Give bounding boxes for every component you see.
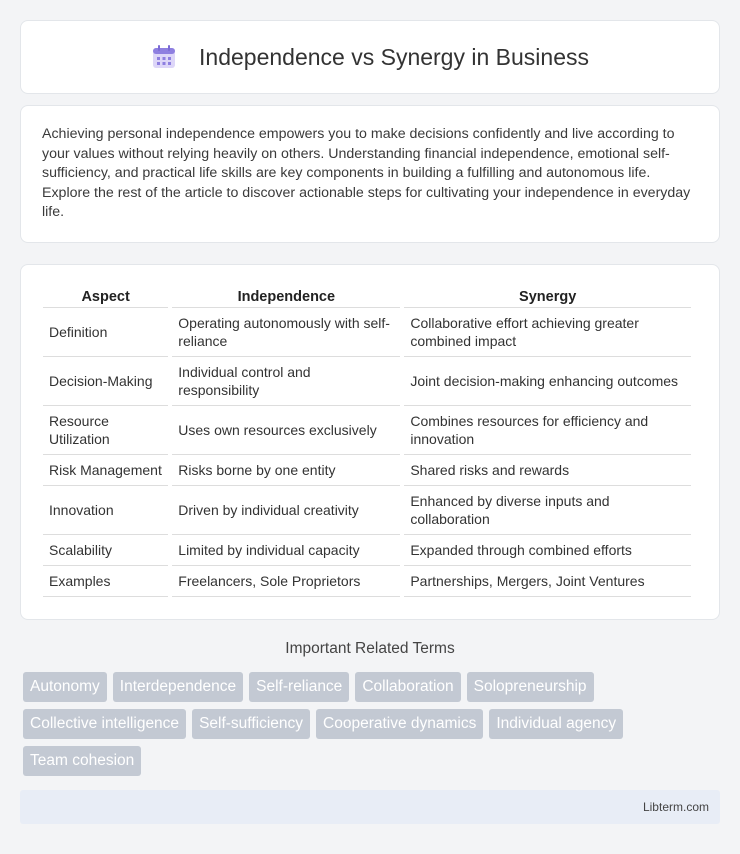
footer-site-link[interactable]: Libterm.com: [642, 800, 709, 814]
table-cell: Definition: [43, 308, 168, 357]
term-tag-collaboration[interactable]: Collaboration: [355, 672, 460, 702]
table-cell: Limited by individual capacity: [172, 535, 400, 566]
related-terms-list: [23, 672, 723, 783]
page-title: Independence vs Synergy in Business: [199, 43, 589, 70]
table-row: [43, 357, 691, 406]
table-row: [43, 535, 691, 566]
table-row: [43, 455, 691, 486]
table-cell: Risks borne by one entity: [172, 455, 400, 486]
table-cell: Resource Utilization: [43, 406, 168, 455]
term-tag-self-reliance[interactable]: Self-reliance: [249, 672, 349, 702]
table-cell: Shared risks and rewards: [404, 455, 691, 486]
column-header-independence: Independence: [172, 285, 400, 308]
table-cell: Enhanced by diverse inputs and collaboration: [404, 486, 691, 535]
intro-text: Achieving personal independence empowers you to make decisions confidently and live according to your values without relying heavily on others. Understanding financial independence, emotional self-sufficiency, and practical life skills are key components in building a fulfilling and autonomous life. Explore the rest of the article to discover actionable steps for cultivating your independence in everyday life.: [42, 126, 691, 220]
header-card: [20, 20, 720, 94]
table-cell: Uses own resources exclusively: [172, 406, 400, 455]
table-cell: Risk Management: [43, 455, 168, 486]
table-cell: Scalability: [43, 535, 168, 566]
table-row: [43, 308, 691, 357]
term-tag-self-sufficiency[interactable]: Self-sufficiency: [192, 709, 310, 739]
table-cell: Collaborative effort achieving greater combined impact: [404, 308, 691, 357]
column-header-synergy: Synergy: [404, 285, 691, 308]
table-cell: Innovation: [43, 486, 168, 535]
table-header-row: [43, 285, 691, 308]
table-cell: Partnerships, Mergers, Joint Ventures: [404, 566, 691, 597]
table-cell: Individual control and responsibility: [172, 357, 400, 406]
related-terms-title: Important Related Terms: [285, 640, 455, 657]
term-tag-interdependence[interactable]: Interdependence: [113, 672, 243, 702]
table-row: [43, 566, 691, 597]
table-cell: Operating autonomously with self-reliance: [172, 308, 400, 357]
table-cell: Decision-Making: [43, 357, 168, 406]
comparison-table: [39, 285, 695, 597]
term-tag-solopreneurship[interactable]: Solopreneurship: [467, 672, 594, 702]
table-cell: Combines resources for efficiency and innovation: [404, 406, 691, 455]
table-row: [43, 486, 691, 535]
term-tag-team-cohesion[interactable]: Team cohesion: [23, 746, 141, 776]
column-header-aspect: Aspect: [43, 285, 168, 308]
calendar-icon: [151, 44, 177, 70]
term-tag-individual-agency[interactable]: Individual agency: [489, 709, 623, 739]
term-tag-autonomy[interactable]: Autonomy: [23, 672, 107, 702]
table-cell: Driven by individual creativity: [172, 486, 400, 535]
term-tag-cooperative-dynamics[interactable]: Cooperative dynamics: [316, 709, 483, 739]
table-cell: Joint decision-making enhancing outcomes: [404, 357, 691, 406]
intro-card: [20, 105, 720, 243]
footer: [20, 790, 720, 824]
table-row: [43, 406, 691, 455]
table-cell: Examples: [43, 566, 168, 597]
term-tag-collective-intelligence[interactable]: Collective intelligence: [23, 709, 186, 739]
table-cell: Expanded through combined efforts: [404, 535, 691, 566]
table-cell: Freelancers, Sole Proprietors: [172, 566, 400, 597]
comparison-card: [20, 264, 720, 620]
